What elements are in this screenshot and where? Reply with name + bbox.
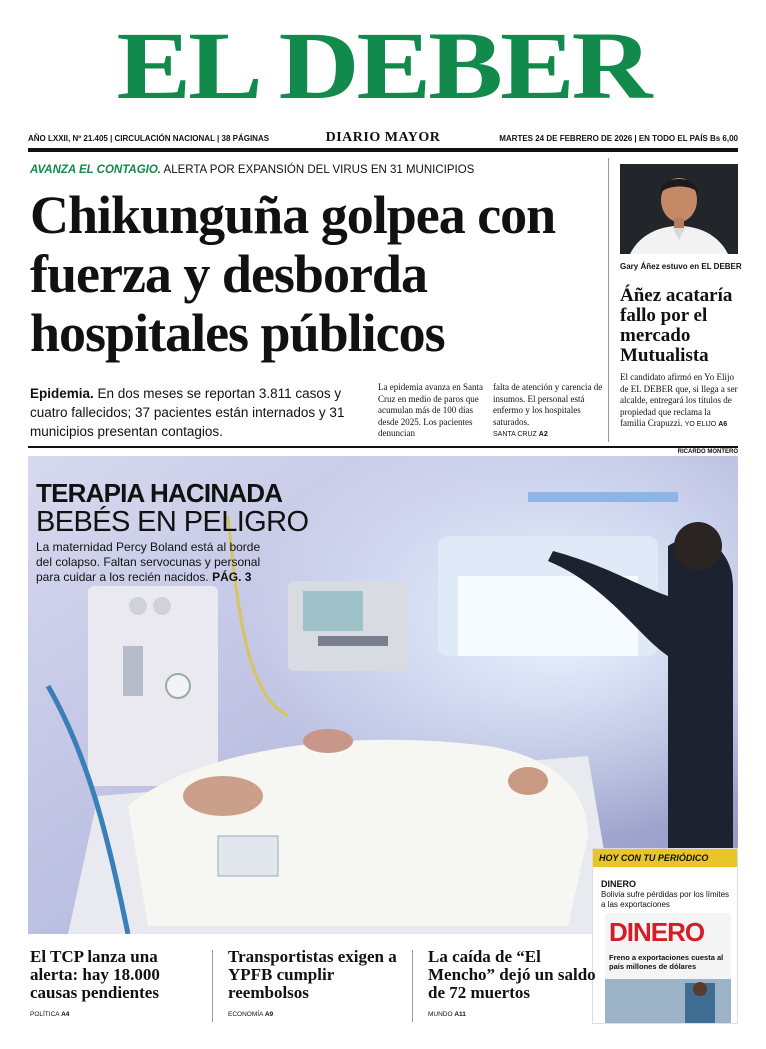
bottom-story-2-ref (228, 1006, 273, 1024)
masthead-logo: EL DEBER (116, 12, 650, 120)
photo-page-ref: PÁG. 3 (212, 570, 252, 584)
column-divider (608, 158, 609, 442)
bottom-story-1[interactable] (30, 947, 200, 1018)
side-body-text: El candidato afirmó en Yo Elijo de EL DEBER que, si llega a ser alcalde, entregará los títulos de propiedad que reclama la familia Crapuzzi. (620, 372, 738, 428)
lead-body-column-2 (493, 382, 603, 441)
bottom-story-3-page: A11 (454, 1011, 466, 1018)
bottom-story-3-headline: La caída de “El Mencho” dejó un saldo de 72 muertos (428, 947, 596, 1002)
lead-page-ref-page: A2 (538, 431, 548, 438)
lead-lede (30, 384, 370, 441)
side-headline[interactable]: Áñez acataría fallo por el mercado Mutualista (620, 285, 733, 366)
date-and-price (499, 134, 738, 143)
lead-headline[interactable]: Chikunguña golpea con fuerza y desborda hospitales públicos (30, 185, 556, 363)
lead-kicker-text: ALERTA POR EXPANSIÓN DEL VIRUS EN 31 MUNICIPIOS (160, 164, 475, 176)
side-page-ref-section: YO ELIJO (684, 421, 719, 428)
bottom-story-2-page: A9 (264, 1011, 274, 1018)
lede-text: En dos meses se reportan 3.811 casos y cuatro fallecidos; 37 pacientes están internados y 31 municipios presentan contagios. (30, 386, 345, 439)
edition-info-bar (28, 130, 738, 152)
bottom-story-1-section: POLÍTICA (30, 1011, 62, 1018)
lede-label: Epidemia. (30, 386, 94, 401)
promo-text: Bolivia sufre pérdidas por los límites a las exportaciones (601, 890, 730, 909)
bottom-story-3[interactable] (428, 947, 598, 1018)
bottom-story-1-page: A4 (61, 1011, 70, 1018)
photo-body (36, 540, 276, 585)
side-page-ref-page: A6 (718, 421, 728, 428)
section-rule (28, 446, 738, 448)
bottom-story-2[interactable] (228, 947, 398, 1018)
edition-details: AÑO LXXII, Nº 21.405 | CIRCULACIÓN NACIONAL | 38 PÁGINAS (28, 134, 270, 143)
promo-header: HOY CON TU PERIÓDICO (593, 849, 738, 867)
photo-title[interactable]: BEBÉS EN PELIGRO (36, 506, 309, 538)
lead-page-ref-section: SANTA CRUZ (493, 431, 539, 438)
bottom-story-2-headline: Transportistas exigen a YPFB cumplir reembolsos (228, 947, 397, 1002)
portrait-caption: Gary Áñez estuvo en EL DEBER (620, 262, 742, 271)
photo-credit: RICARDO MONTERO (677, 449, 738, 455)
bottom-divider-1 (212, 950, 213, 1022)
bottom-story-2-section: ECONOMÍA (228, 1011, 265, 1018)
lead-kicker (30, 164, 474, 176)
photo-body-text: La maternidad Percy Boland está al borde del colapso. Faltan servocunas y personal para cuidar a los recién nacidos. (36, 540, 261, 584)
side-page-ref (685, 421, 727, 428)
bottom-story-3-ref (428, 1006, 466, 1024)
lead-kicker-accent: AVANZA EL CONTAGIO. (30, 164, 161, 176)
bottom-divider-2 (412, 950, 413, 1022)
issue-price: EN TODO EL PAÍS Bs 6,00 (636, 134, 738, 143)
issue-date: MARTES 24 DE FEBRERO DE 2026 | (499, 134, 637, 143)
lead-page-ref (493, 431, 548, 438)
supplement-cover-photo (605, 913, 731, 1023)
supplement-cover (605, 913, 731, 1023)
side-body (620, 372, 738, 431)
lead-body-column-1: La epidemia avanza en Santa Cruz en medio de paros que acumulan más de 100 días desde 2025. Los pacientes denuncian (378, 382, 483, 438)
promo-label: DINERO (601, 879, 637, 889)
photo-kicker: TERAPIA HACINADA (36, 478, 283, 508)
bottom-story-3-section: MUNDO (428, 1011, 455, 1018)
portrait-photo[interactable] (620, 164, 738, 254)
tagline: DIARIO MAYOR (325, 130, 441, 145)
supplement-cover-text: Freno a exportaciones cuesta al país millones de dólares (609, 953, 724, 971)
supplement-cover-title: DINERO (609, 917, 705, 947)
supplement-promo[interactable] (592, 848, 738, 1024)
lead-body-column-2-text: falta de atención y carencia de insumos. El personal está enfermo y los hospitales saturados. (493, 382, 603, 427)
bottom-story-1-headline: El TCP lanza una alerta: hay 18.000 causas pendientes (30, 947, 160, 1002)
bottom-story-1-ref (30, 1006, 69, 1024)
